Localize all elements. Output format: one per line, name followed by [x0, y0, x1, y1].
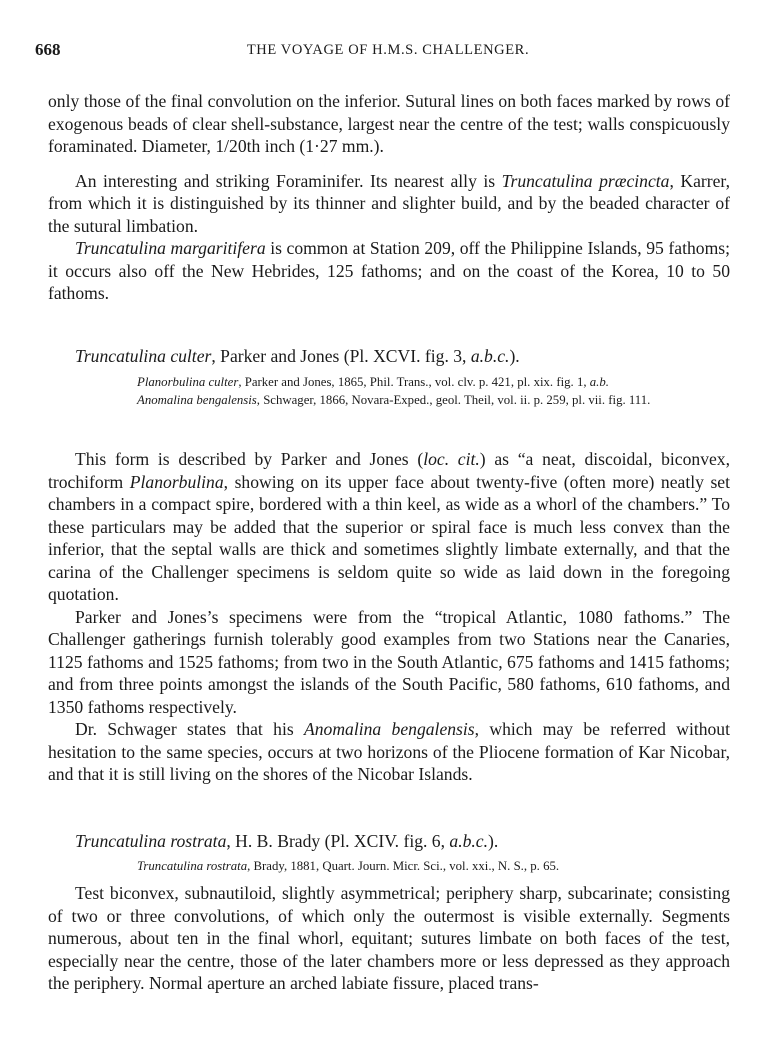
synonym-ref: Anomalina bengalensis, Schwager, 1866, Novara-Exped., geol. Theil, vol. ii. p. 259, pl. vii. fig. 111. — [137, 392, 651, 407]
synonym-ref: Planorbulina culter, Parker and Jones, 1865, Phil. Trans., vol. clv. p. 421, pl. xix. fig. 1, a.b. — [137, 375, 609, 389]
rostrata-description — [48, 882, 730, 995]
paragraph-continuation: only those of the final convolution on the inferior. Sutural lines on both faces marked by rows of exogenous beads of clear shell-substance, largest near the centre of the test; walls conspicuously foraminated. Diameter, 1/20th inch (1·27 mm.). — [48, 91, 730, 156]
paragraph-localities: Parker and Jones’s specimens were from the “tropical Atlantic, 1080 fathoms.” The Challenger gatherings furnish tolerably good examples from two Stations near the Canaries, 1125 fathoms and 1525 fathoms; from two in the South Atlantic, 675 fathoms and 1415 fathoms; and from three points amongst the islands of the South Pacific, 580 fathoms, 610 fathoms, and 1350 fathoms respectively. — [48, 606, 730, 717]
running-title: THE VOYAGE OF H.M.S. CHALLENGER. — [246, 42, 530, 58]
species-heading-culter: Truncatulina culter, Parker and Jones (Pl. XCVI. fig. 3, a.b.c.). — [75, 346, 520, 366]
paragraph-test-description: Test biconvex, subnautiloid, slightly asymmetrical; periphery sharp, subcarinate; consisting of two or three convolutions, of which only the outermost is visible externally. Segments numerous, about ten in the final whorl, equitant; sutures limbate on both faces of the test, especially near the centre, those of the later chambers more or less depressed as they approach the periphery. Normal aperture an arched labiate fissure, placed trans- — [48, 883, 730, 993]
culter-description — [48, 448, 730, 786]
paragraph-description: This form is described by Parker and Jones (loc. cit.) as “a neat, discoidal, biconvex, trochiform Planorbulina, showing on its upper face about twenty-five (often more) neatly set chambers in a compact spire, bordered with a thin keel, as wide as a whorl of the chambers.” To these particulars may be added that the superior or spiral face is much less convex than the inferior, that the septal walls are thick and sometimes slightly limbate externally, and that the carina of the Challenger specimens is seldom quite so wide as laid down in the foregoing quotation. — [48, 449, 731, 604]
intro-section — [48, 90, 730, 305]
synonym-ref: Truncatulina rostrata, Brady, 1881, Quart. Journ. Micr. Sci., vol. xxi., N. S., p. 65. — [137, 859, 560, 873]
page-header — [35, 40, 741, 64]
paragraph-distribution: Truncatulina margaritifera is common at Station 209, off the Philippine Islands, 95 fathoms; it occurs also off the New Hebrides, 125 fathoms; and on the coast of the Korea, 10 to 50 fathoms. — [48, 238, 730, 303]
page-number: 668 — [35, 40, 61, 59]
paragraph-schwager: Dr. Schwager states that his Anomalina bengalensis, which may be referred without hesitation to the same species, occurs at two horizons of the Pliocene formation of Kar Nicobar, and that it is still living on the shores of the Nicobar Islands. — [48, 719, 730, 784]
synonymy-culter — [137, 374, 732, 409]
paragraph-ally: An interesting and striking Foraminifer. Its nearest ally is Truncatulina præcincta, Karrer, from which it is distinguished by its thinner and slighter build, and by the beaded character of the sutural limbation. — [48, 170, 730, 236]
synonymy-rostrata — [137, 858, 677, 876]
species-heading-rostrata: Truncatulina rostrata, H. B. Brady (Pl. XCIV. fig. 6, a.b.c.). — [75, 831, 499, 851]
